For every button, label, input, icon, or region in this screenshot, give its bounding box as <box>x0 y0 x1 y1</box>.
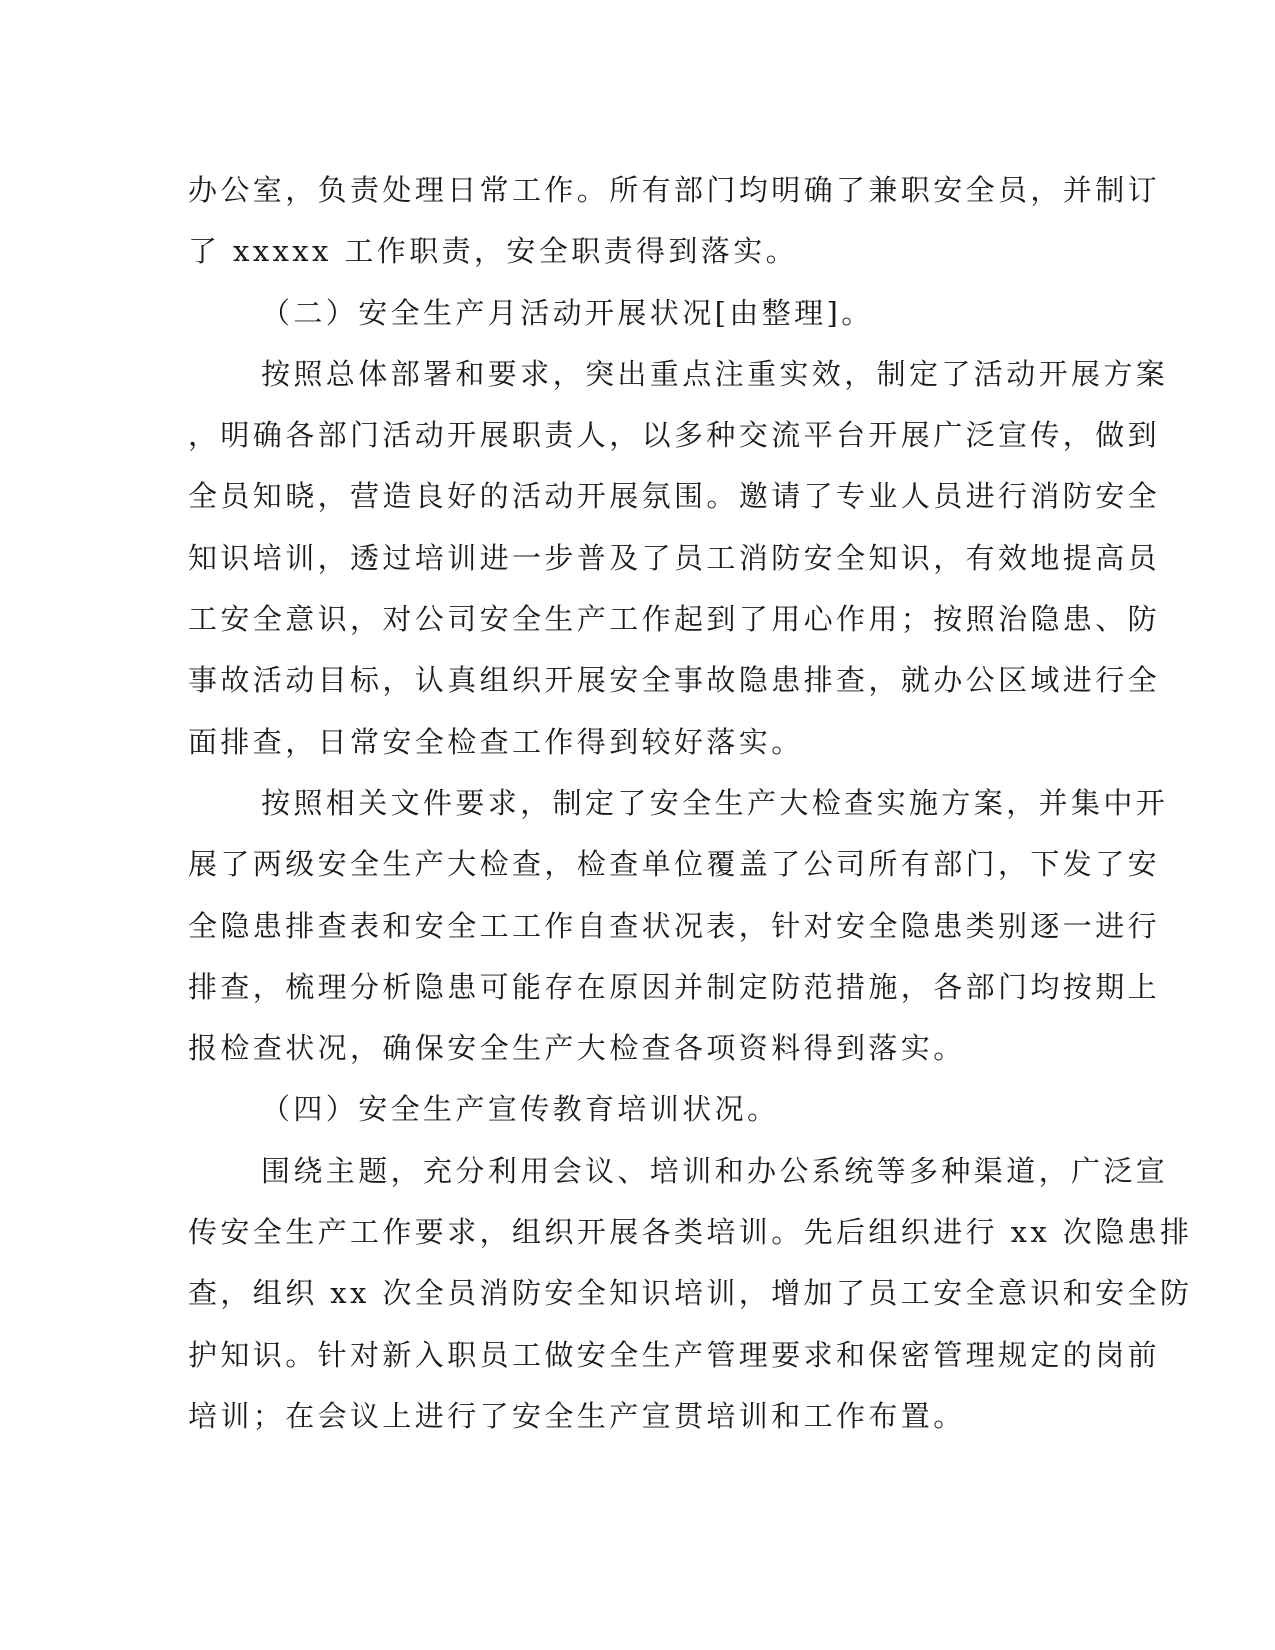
text-line: 工安全意识，对公司安全生产工作起到了用心作用；按照治隐患、防 <box>188 602 1161 637</box>
text-line: 报检查状况，确保安全生产大检查各项资料得到落实。 <box>188 1031 966 1066</box>
text-line: ，明确各部门活动开展职责人，以多种交流平台开展广泛宣传，做到 <box>188 418 1161 453</box>
text-line: 围绕主题，充分利用会议、培训和办公系统等多种渠道，广泛宣 <box>261 1153 1169 1188</box>
text-line: 全隐患排查表和安全工工作自查状况表，针对安全隐患类别逐一进行 <box>188 908 1161 943</box>
section-heading-4: （四）安全生产宣传教育培训状况。 <box>261 1092 780 1127</box>
document-body <box>188 160 1193 1447</box>
text-line: 培训；在会议上进行了安全生产宣贯培训和工作布置。 <box>188 1398 966 1433</box>
text-line: 按照总体部署和要求，突出重点注重实效，制定了活动开展方案 <box>261 356 1169 391</box>
text-line: 排查，梳理分析隐患可能存在原因并制定防范措施，各部门均按期上 <box>188 969 1161 1004</box>
text-line: 查，组织 xx 次全员消防安全知识培训，增加了员工安全意识和安全防 <box>188 1276 1193 1311</box>
text-line: 按照相关文件要求，制定了安全生产大检查实施方案，并集中开 <box>261 785 1169 820</box>
text-line: 全员知晓，营造良好的活动开展氛围。邀请了专业人员进行消防安全 <box>188 479 1161 514</box>
text-line: 办公室，负责处理日常工作。所有部门均明确了兼职安全员，并制订 <box>188 173 1161 207</box>
text-line: 护知识。针对新入职员工做安全生产管理要求和保密管理规定的岗前 <box>188 1337 1161 1372</box>
text-line: 了 xxxxx 工作职责，安全职责得到落实。 <box>188 234 799 269</box>
text-line: 传安全生产工作要求，组织开展各类培训。先后组织进行 xx 次隐患排 <box>188 1215 1193 1250</box>
text-line: 知识培训，透过培训进一步普及了员工消防安全知识，有效地提高员 <box>188 540 1161 575</box>
text-line: 展了两级安全生产大检查，检查单位覆盖了公司所有部门，下发了安 <box>188 847 1161 882</box>
text-line: 面排查，日常安全检查工作得到较好落实。 <box>188 724 804 759</box>
text-line: 事故活动目标，认真组织开展安全事故隐患排查，就办公区域进行全 <box>188 663 1161 698</box>
section-heading-2: （二）安全生产月活动开展状况[由整理]。 <box>261 295 874 330</box>
